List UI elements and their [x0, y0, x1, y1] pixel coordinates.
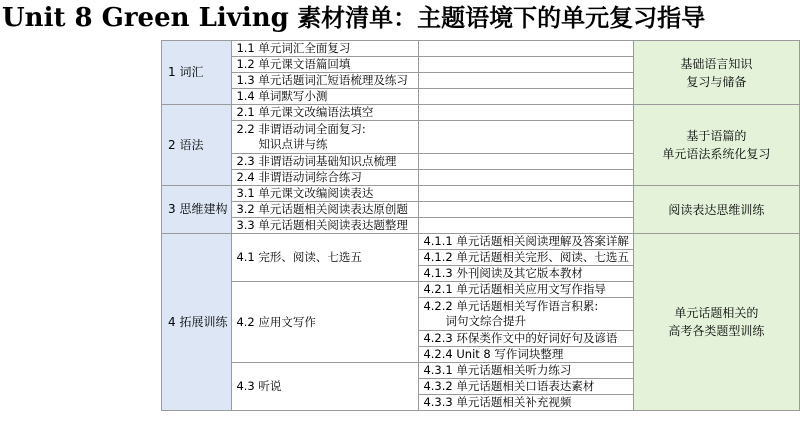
empty-cell	[419, 170, 633, 186]
item-4-2-1: 4.2.1 单元话题相关应用文写作指导	[419, 282, 633, 298]
empty-cell	[419, 154, 633, 170]
goal-extension: 单元话题相关的 高考各类题型训练	[633, 234, 799, 411]
item-2-1: 2.1 单元课文改编语法填空	[232, 105, 419, 121]
section-thinking: 3 思维建构	[162, 186, 232, 234]
page-title	[2, 0, 705, 36]
item-2-2: 2.2 非谓语动词全面复习: 知识点讲与练	[232, 121, 419, 154]
table-row	[162, 186, 800, 202]
empty-cell	[419, 89, 633, 105]
item-1-4: 1.4 单词默写小测	[232, 89, 419, 105]
item-4-2-4: 4.2.4 Unit 8 写作词块整理	[419, 347, 633, 363]
empty-cell	[419, 57, 633, 73]
empty-cell	[419, 73, 633, 89]
section-vocabulary: 1 词汇	[162, 41, 232, 105]
title-english: Unit 8 Green Living	[2, 3, 289, 33]
item-4-1-1: 4.1.1 单元话题相关阅读理解及答案详解	[419, 234, 633, 250]
item-1-2: 1.2 单元课文语篇回填	[232, 57, 419, 73]
item-3-2: 3.2 单元话题相关阅读表达原创题	[232, 202, 419, 218]
item-4-1-2: 4.1.2 单元话题相关完形、阅读、七选五	[419, 250, 633, 266]
goal-thinking: 阅读表达思维训练	[633, 186, 799, 234]
item-3-1: 3.1 单元课文改编阅读表达	[232, 186, 419, 202]
item-4-1-3: 4.1.3 外刊阅读及其它版本教材	[419, 266, 633, 282]
group-4-3: 4.3 听说	[232, 363, 419, 411]
goal-vocabulary: 基础语言知识 复习与储备	[633, 41, 799, 105]
section-extension: 4 拓展训练	[162, 234, 232, 411]
table-row	[162, 234, 800, 250]
table-row	[162, 41, 800, 57]
material-list-table	[161, 40, 800, 411]
group-4-2: 4.2 应用文写作	[232, 282, 419, 363]
table-row	[162, 105, 800, 121]
title-chinese: 素材清单：主题语境下的单元复习指导	[297, 4, 706, 32]
empty-cell	[419, 202, 633, 218]
item-4-3-1: 4.3.1 单元话题相关听力练习	[419, 363, 633, 379]
item-1-1: 1.1 单元词汇全面复习	[232, 41, 419, 57]
item-3-3: 3.3 单元话题相关阅读表达题整理	[232, 218, 419, 234]
empty-cell	[419, 105, 633, 121]
group-4-1: 4.1 完形、阅读、七选五	[232, 234, 419, 282]
goal-grammar: 基于语篇的 单元语法系统化复习	[633, 105, 799, 186]
item-2-3: 2.3 非谓语动词基础知识点梳理	[232, 154, 419, 170]
item-4-2-2: 4.2.2 单元话题相关写作语言积累: 词句文综合提升	[419, 298, 633, 331]
empty-cell	[419, 121, 633, 154]
empty-cell	[419, 218, 633, 234]
item-4-2-3: 4.2.3 环保类作文中的好词好句及谚语	[419, 331, 633, 347]
empty-cell	[419, 41, 633, 57]
item-4-3-2: 4.3.2 单元话题相关口语表达素材	[419, 379, 633, 395]
item-4-3-3: 4.3.3 单元话题相关补充视频	[419, 395, 633, 411]
empty-cell	[419, 186, 633, 202]
item-1-3: 1.3 单元话题词汇短语梳理及练习	[232, 73, 419, 89]
section-grammar: 2 语法	[162, 105, 232, 186]
item-2-4: 2.4 非谓语动词综合练习	[232, 170, 419, 186]
